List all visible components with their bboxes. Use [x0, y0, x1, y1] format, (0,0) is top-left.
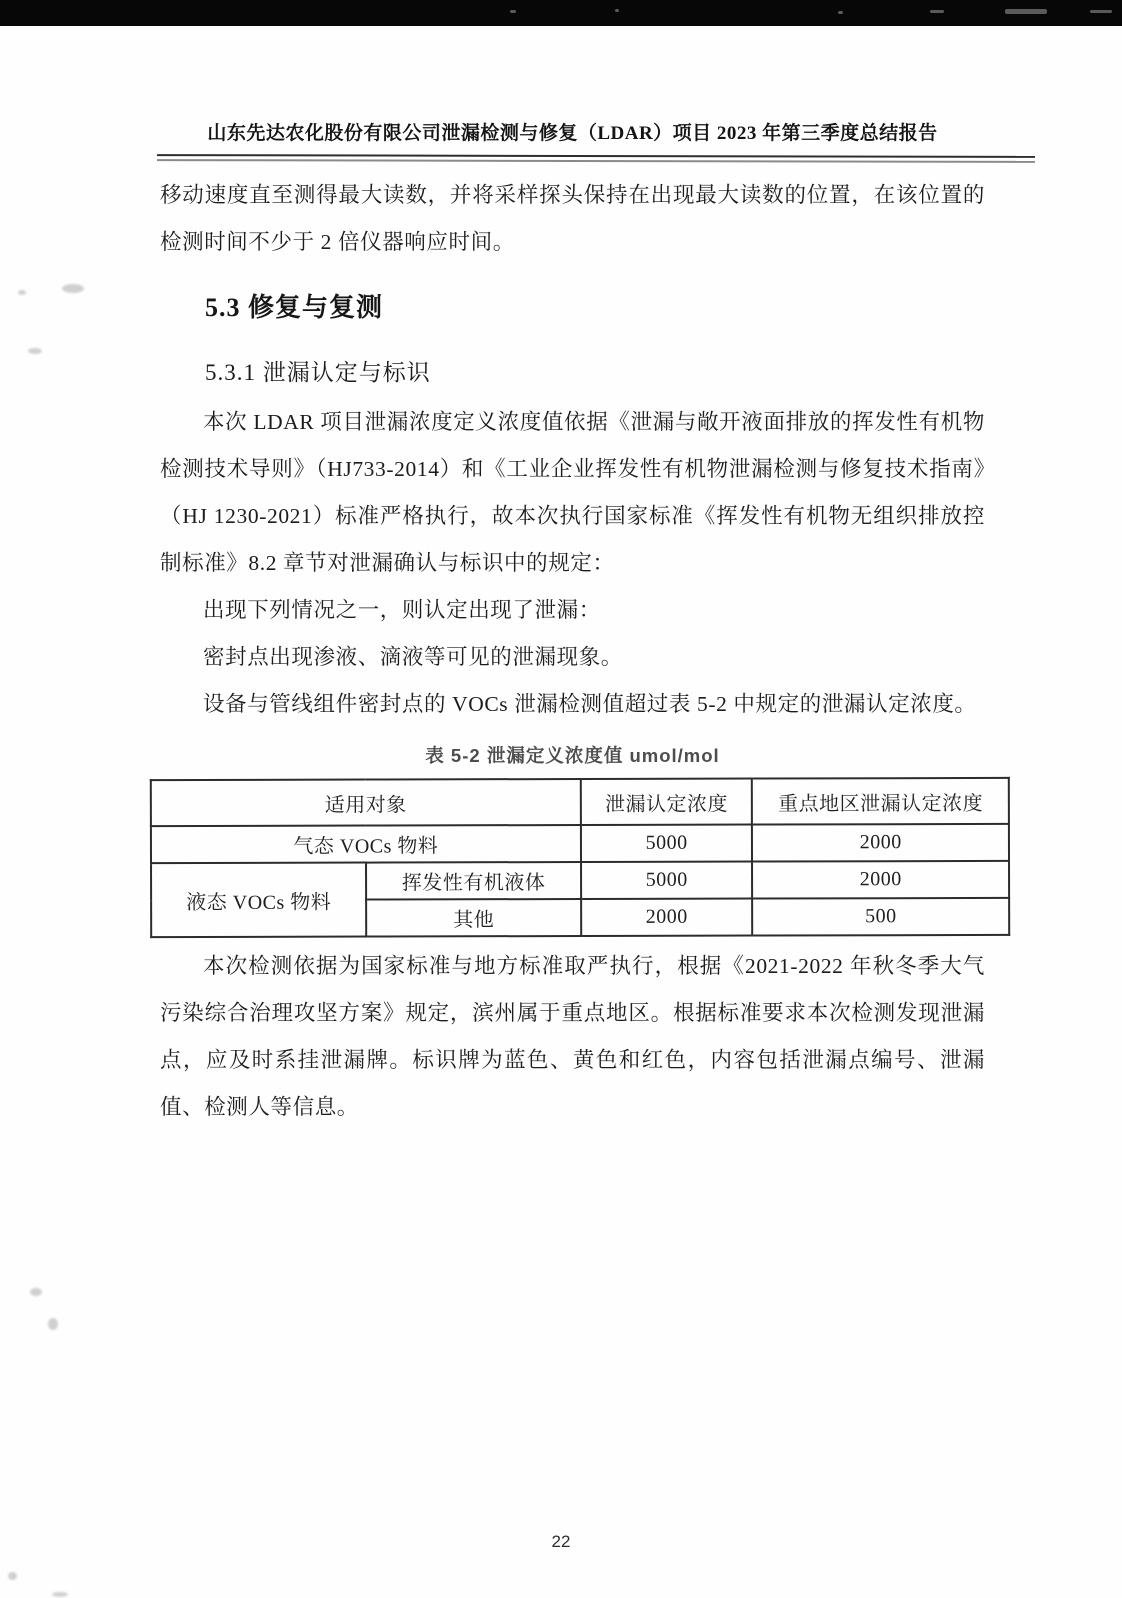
scan-speck: [1005, 9, 1047, 14]
scan-speck: [838, 11, 843, 14]
paragraph-local-standard: 本次检测依据为国家标准与地方标准取严执行，根据《2021-2022 年秋冬季大气污染综合治理攻坚方案》规定，滨州属于重点地区。根据标准要求本次检测发现泄漏点，应及时系挂泄漏牌。标识牌为蓝色、黄色和红色，内容包括泄漏点编号、泄漏值、检测人等信息。: [160, 954, 985, 1119]
scan-smudge: [30, 1288, 42, 1296]
cell-other-leak-value: 2000: [581, 899, 753, 936]
scan-speck: [615, 9, 619, 12]
page-content: [160, 163, 985, 1131]
page-number: 22: [551, 1532, 571, 1551]
heading-5-3-1: 5.3.1 泄漏认定与标识: [205, 360, 431, 385]
table-header-row: [151, 778, 1009, 826]
header-cell-key-region-concentration: 重点地区泄漏认定浓度: [752, 778, 1009, 825]
table-row: [151, 824, 1009, 863]
cell-other-key-region-value: 500: [753, 898, 1010, 936]
running-header: 山东先达农化股份有限公司泄漏检测与修复（LDAR）项目 2023 年第三季度总结报告: [207, 123, 938, 144]
scan-smudge: [28, 348, 42, 354]
cell-gas-vocs: 气态 VOCs 物料: [151, 825, 581, 863]
cell-vol-key-region-value: 2000: [752, 861, 1009, 899]
heading-5-3: 5.3 修复与复测: [205, 293, 384, 322]
header-cell-target: 适用对象: [151, 779, 581, 826]
cell-volatile-organic-liquid: 挥发性有机液体: [366, 862, 581, 900]
paragraph-condition-intro: 出现下列情况之一，则认定出现了泄漏：: [203, 598, 601, 622]
scan-smudge: [8, 1572, 17, 1580]
cell-liquid-vocs: 液态 VOCs 物料: [151, 863, 367, 938]
header-cell-leak-concentration: 泄漏认定浓度: [581, 779, 753, 825]
scan-smudge: [62, 284, 84, 293]
cell-gas-key-region-value: 2000: [752, 824, 1009, 862]
paragraph-condition-visible: 密封点出现渗液、滴液等可见的泄漏现象。: [203, 645, 623, 669]
scan-speck: [510, 10, 516, 13]
table-caption: 表 5-2 泄漏定义浓度值 umol/mol: [425, 745, 720, 766]
header-rule: [157, 154, 1035, 163]
paragraph-standards: 本次 LDAR 项目泄漏浓度定义浓度值依据《泄漏与敞开液面排放的挥发性有机物检测技术导则》（HJ733-2014）和《工业企业挥发性有机物泄漏检测与修复技术指南》（HJ 1230-2021）标准严格执行，故本次执行国家标准《挥发性有机物无组织排放控制标准》8.2 章节对泄漏确认与标识中的规定：: [160, 410, 985, 575]
scan-smudge: [18, 290, 26, 295]
scan-speck: [930, 10, 944, 13]
scan-speck: [1090, 10, 1112, 13]
table-row: [151, 861, 1009, 900]
cell-vol-leak-value: 5000: [581, 862, 753, 899]
leak-definition-table: [150, 777, 1010, 938]
scan-smudge: [48, 1318, 58, 1330]
paragraph-continuation: 移动速度直至测得最大读数，并将采样探头保持在出现最大读数的位置，在该位置的检测时间不少于 2 倍仪器响应时间。: [160, 183, 985, 254]
paragraph-condition-value: 设备与管线组件密封点的 VOCs 泄漏检测值超过表 5-2 中规定的泄漏认定浓度。: [203, 692, 977, 716]
cell-gas-leak-value: 5000: [581, 825, 753, 862]
cell-other: 其他: [366, 899, 581, 937]
scan-smudge: [52, 1592, 68, 1597]
scanner-edge-bar: [0, 0, 1122, 26]
